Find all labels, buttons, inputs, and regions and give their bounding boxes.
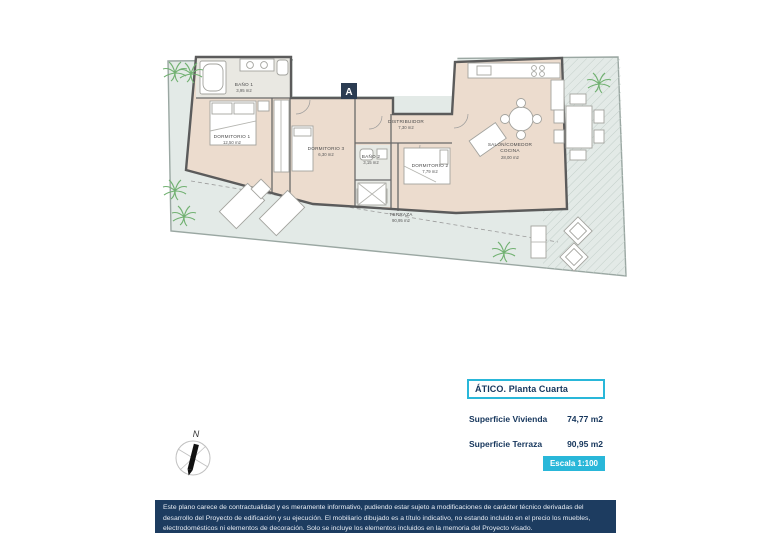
svg-text:3,95 m2: 3,95 m2	[236, 88, 252, 93]
svg-text:12,50 m2: 12,50 m2	[223, 140, 241, 145]
svg-text:90,95 m2: 90,95 m2	[392, 218, 410, 223]
svg-text:6,30 m2: 6,30 m2	[318, 152, 334, 157]
svg-text:7,30 m2: 7,30 m2	[398, 125, 414, 130]
north-arrow-icon	[176, 429, 210, 476]
surface-vivienda-value: 74,77 m2	[567, 414, 603, 424]
label-dorm1: DORMITORIO 1	[213, 134, 251, 139]
terrace-table-icon	[566, 106, 592, 148]
svg-text:7,79 m2: 7,79 m2	[422, 169, 438, 174]
svg-text:COCINA: COCINA	[500, 148, 520, 153]
label-salon: SALÓN/COMEDOR	[487, 142, 533, 147]
svg-text:3,15 m2: 3,15 m2	[363, 160, 379, 165]
disclaimer-bar: Este plano carece de contractualidad y es meramente informativo, pudiendo estar sujeto a modificaciones de carácter técnico derivadas del desarrollo del Proyecto de edificación y su ejecución. El mobiliario dibujado es a título indicativo, no estando incluido en el precio los muebles, electrodomésticos ni elementos de decoración. Solo se incluye los elementos incluidos en la memoria del Proyecto visado.	[155, 500, 616, 533]
info-panel	[467, 379, 605, 449]
surface-row	[467, 414, 605, 424]
surface-terraza-value: 90,95 m2	[567, 439, 603, 449]
label-bano1: BAÑO 1	[234, 82, 254, 87]
surface-terraza-label: Superficie Terraza	[469, 439, 543, 449]
toilet-icon	[277, 60, 288, 75]
section-marker	[341, 83, 357, 99]
wardrobe1-icon	[274, 100, 289, 172]
plan-title: ÁTICO. Planta Cuarta	[467, 379, 605, 399]
label-terraza: TERRAZA	[389, 212, 413, 217]
surface-row	[467, 439, 605, 449]
bathtub-icon	[200, 61, 226, 94]
sink-counter-icon	[240, 59, 274, 71]
label-dorm3: DORMITORIO 3	[307, 146, 345, 151]
label-dorm2: DORMITORIO 2	[411, 163, 449, 168]
label-bano2: BAÑO 2	[361, 154, 381, 159]
label-distribuidor: DISTRIBUIDOR	[388, 119, 424, 124]
svg-text:28,00 m2: 28,00 m2	[501, 155, 519, 160]
fridge-icon	[551, 80, 564, 110]
svg-text:N: N	[192, 429, 200, 439]
dining-table-icon	[509, 107, 533, 131]
scale-badge: Escala 1:100	[543, 456, 605, 471]
nightstand-icon	[258, 101, 269, 111]
svg-text:A: A	[345, 87, 353, 98]
surface-vivienda-label: Superficie Vivienda	[469, 414, 548, 424]
